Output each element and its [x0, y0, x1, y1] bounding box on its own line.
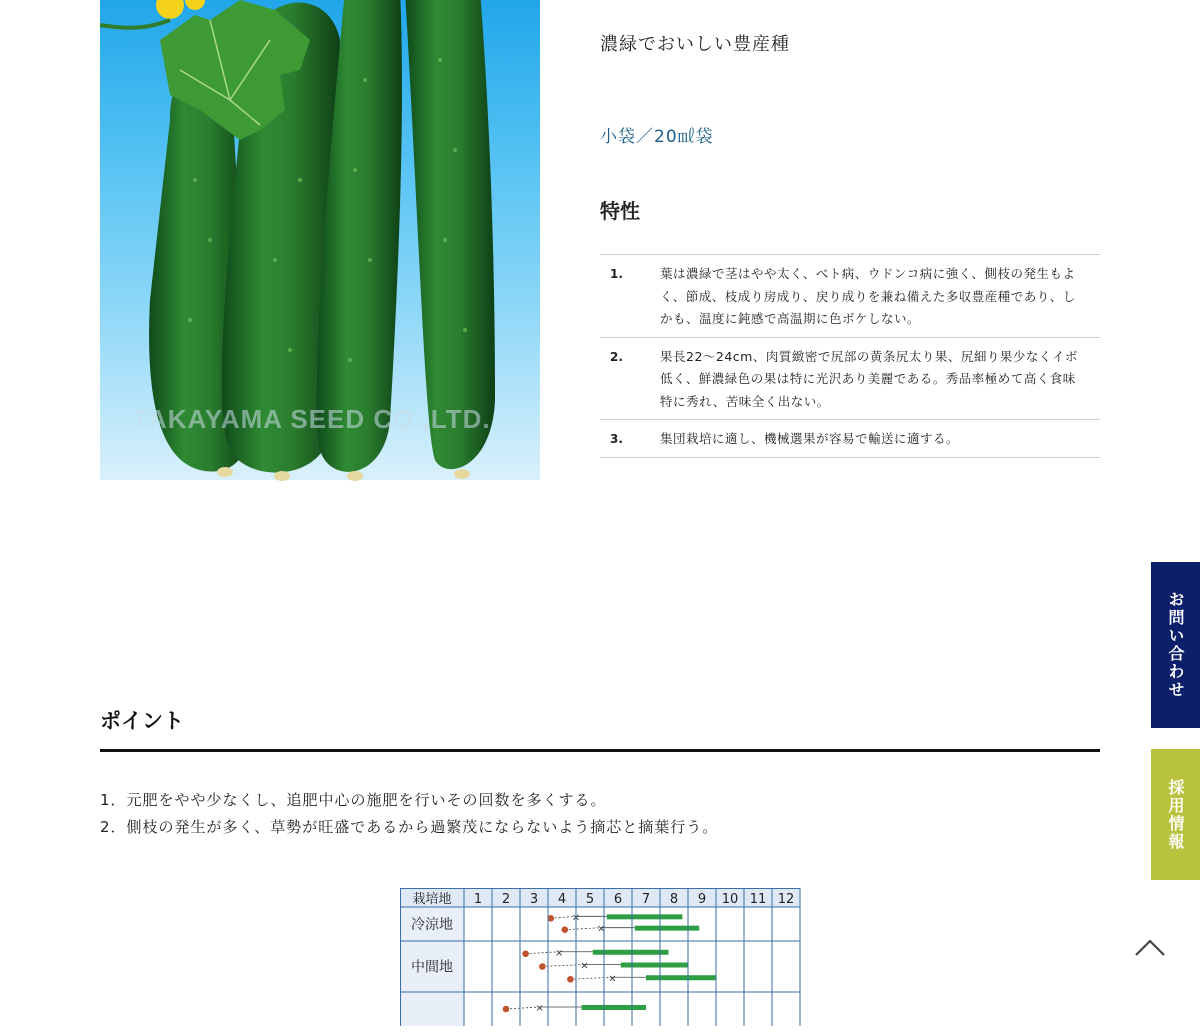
feature-row: [600, 255, 1100, 338]
calendar-month-label: 8: [669, 892, 679, 907]
calendar-region-bg: [400, 992, 464, 1026]
point-divider: [100, 749, 1100, 752]
calendar-month-label: 9: [697, 892, 707, 907]
feature-text: 葉は濃緑で茎はやや太く、べト病、ウドンコ病に強く、側枝の発生もよく、節成、枝成り房成り、戻り成りを兼ね備えた多収豊産種であり、しかも、温度に鈍感で高温期に色ボケしない。: [660, 266, 1076, 326]
calendar-plant-mark: ×: [571, 912, 581, 924]
package-size: 小袋／20㎖袋: [600, 127, 714, 147]
calendar-region-label: 冷涼地: [411, 917, 453, 933]
calendar-month-label: 6: [613, 892, 623, 907]
calendar-sow-mark: [539, 963, 546, 970]
feature-row: [600, 338, 1100, 421]
point-list: [100, 787, 718, 841]
calendar-plant-mark: ×: [597, 923, 606, 935]
feature-row: [600, 420, 1100, 458]
calendar-nursery-line: [565, 928, 601, 930]
calendar-harvest-bar: [607, 914, 683, 919]
feature-text: 果長22～24cm、肉質緻密で尻部の黄条尻太り果、尻細り果少なくイボ低く、鮮濃緑色の果は特に光沢あり美麗である。秀品率極めて高く食味特に秀れ、苦味全く出ない。: [660, 348, 1078, 409]
calendar-month-label: 12: [777, 892, 795, 907]
calendar-sow-mark: [522, 950, 529, 957]
calendar-plant-mark: ×: [535, 1003, 544, 1014]
features-heading: 特性: [600, 199, 640, 223]
feature-number: 3.: [610, 432, 623, 446]
calendar-header-bg: [400, 888, 800, 907]
calendar-corner-label: 栽培地: [412, 892, 452, 907]
calendar-chart: [400, 888, 800, 1028]
features-table: [600, 254, 1100, 458]
calendar-plant-mark: ×: [580, 960, 589, 972]
calendar-sow-mark: [562, 926, 569, 933]
feature-number: 2.: [610, 349, 623, 364]
calendar-harvest-bar: [635, 926, 699, 931]
contact-tab[interactable]: お問い合わせ: [1151, 562, 1200, 728]
product-photo: [100, 0, 540, 480]
calendar-sow-mark: [567, 976, 574, 983]
calendar-month-label: 3: [529, 892, 539, 907]
calendar-month-label: 7: [641, 892, 651, 907]
calendar-month-label: 2: [501, 892, 511, 907]
calendar-region-label: 中間地: [411, 959, 453, 976]
calendar-month-label: 4: [557, 892, 567, 907]
photo-watermark: TAKAYAMA SEED CO.,LTD.: [133, 404, 491, 434]
point-item: 2．側枝の発生が多く、草勢が旺盛であるから過繁茂にならないよう摘芯と摘葉行う。: [100, 818, 719, 836]
calendar-nursery-line: [542, 965, 584, 967]
point-heading: ポイント: [100, 709, 184, 733]
calendar-harvest-bar: [582, 1005, 646, 1010]
recruit-tab[interactable]: 採用情報: [1151, 749, 1200, 880]
calendar-plant-mark: ×: [555, 947, 564, 959]
calendar-month-label: 1: [473, 892, 483, 907]
calendar-month-label: 5: [585, 892, 595, 907]
calendar-harvest-bar: [621, 963, 688, 968]
feature-text: 集団栽培に適し、機械選果が容易で輸送に適する。: [660, 431, 960, 446]
calendar-plant-mark: ×: [608, 973, 617, 985]
cultivation-calendar: [400, 888, 800, 1014]
calendar-month-label: 11: [749, 892, 767, 907]
chevron-up-icon[interactable]: [1133, 933, 1167, 963]
product-subtitle: 濃緑でおいしい豊産種: [600, 34, 790, 55]
calendar-month-label: 10: [721, 892, 739, 907]
feature-number: 1.: [610, 267, 623, 281]
calendar-harvest-bar: [646, 975, 716, 980]
calendar-sow-mark: [503, 1006, 510, 1013]
point-item: 1．元肥をやや少なくし、追肥中心の施肥を行いその回数を多くする。: [100, 791, 607, 809]
calendar-nursery-line: [570, 977, 612, 979]
